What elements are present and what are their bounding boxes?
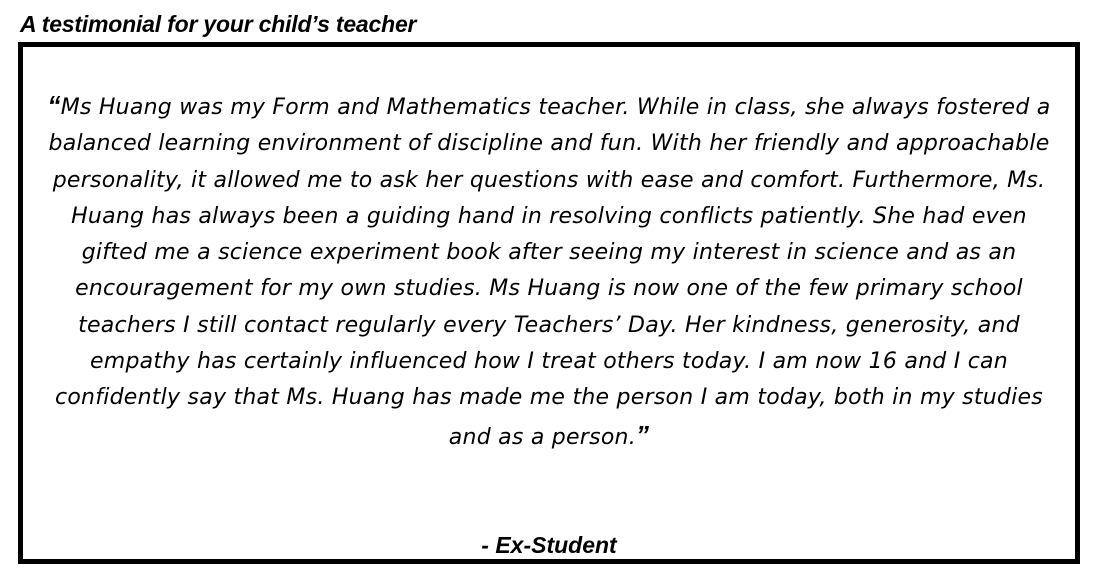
testimonial-box [18,42,1080,564]
page-heading: A testimonial for your child’s teacher [20,11,417,37]
testimonial-attribution: - Ex-Student [481,532,617,558]
testimonial-text: Ms Huang was my Form and Mathematics teacher. While in class, she always fostered a balanced learning environment of discipline and fun. With her friendly and approachable personality, it allowed me to ask her questions with ease and comfort. Furthermore, Ms. Huang has always been a guiding hand in resolving conflicts patiently. She had even gifted me a science experiment book after seeing my interest in science and as an encouragement for my own studies. Ms Huang is now one of the few primary school teachers I still contact regularly every Teachers’ Day. Her kindness, generosity, and empathy has certainly influenced how I treat others today. I am now 16 and I can confidently say that Ms. Huang has made me the person I am today, both in my studies and as a person. [48,95,1051,450]
open-quote-mark: “ [47,90,61,120]
close-quote-mark: ” [635,419,650,450]
testimonial-quote [35,87,1063,456]
